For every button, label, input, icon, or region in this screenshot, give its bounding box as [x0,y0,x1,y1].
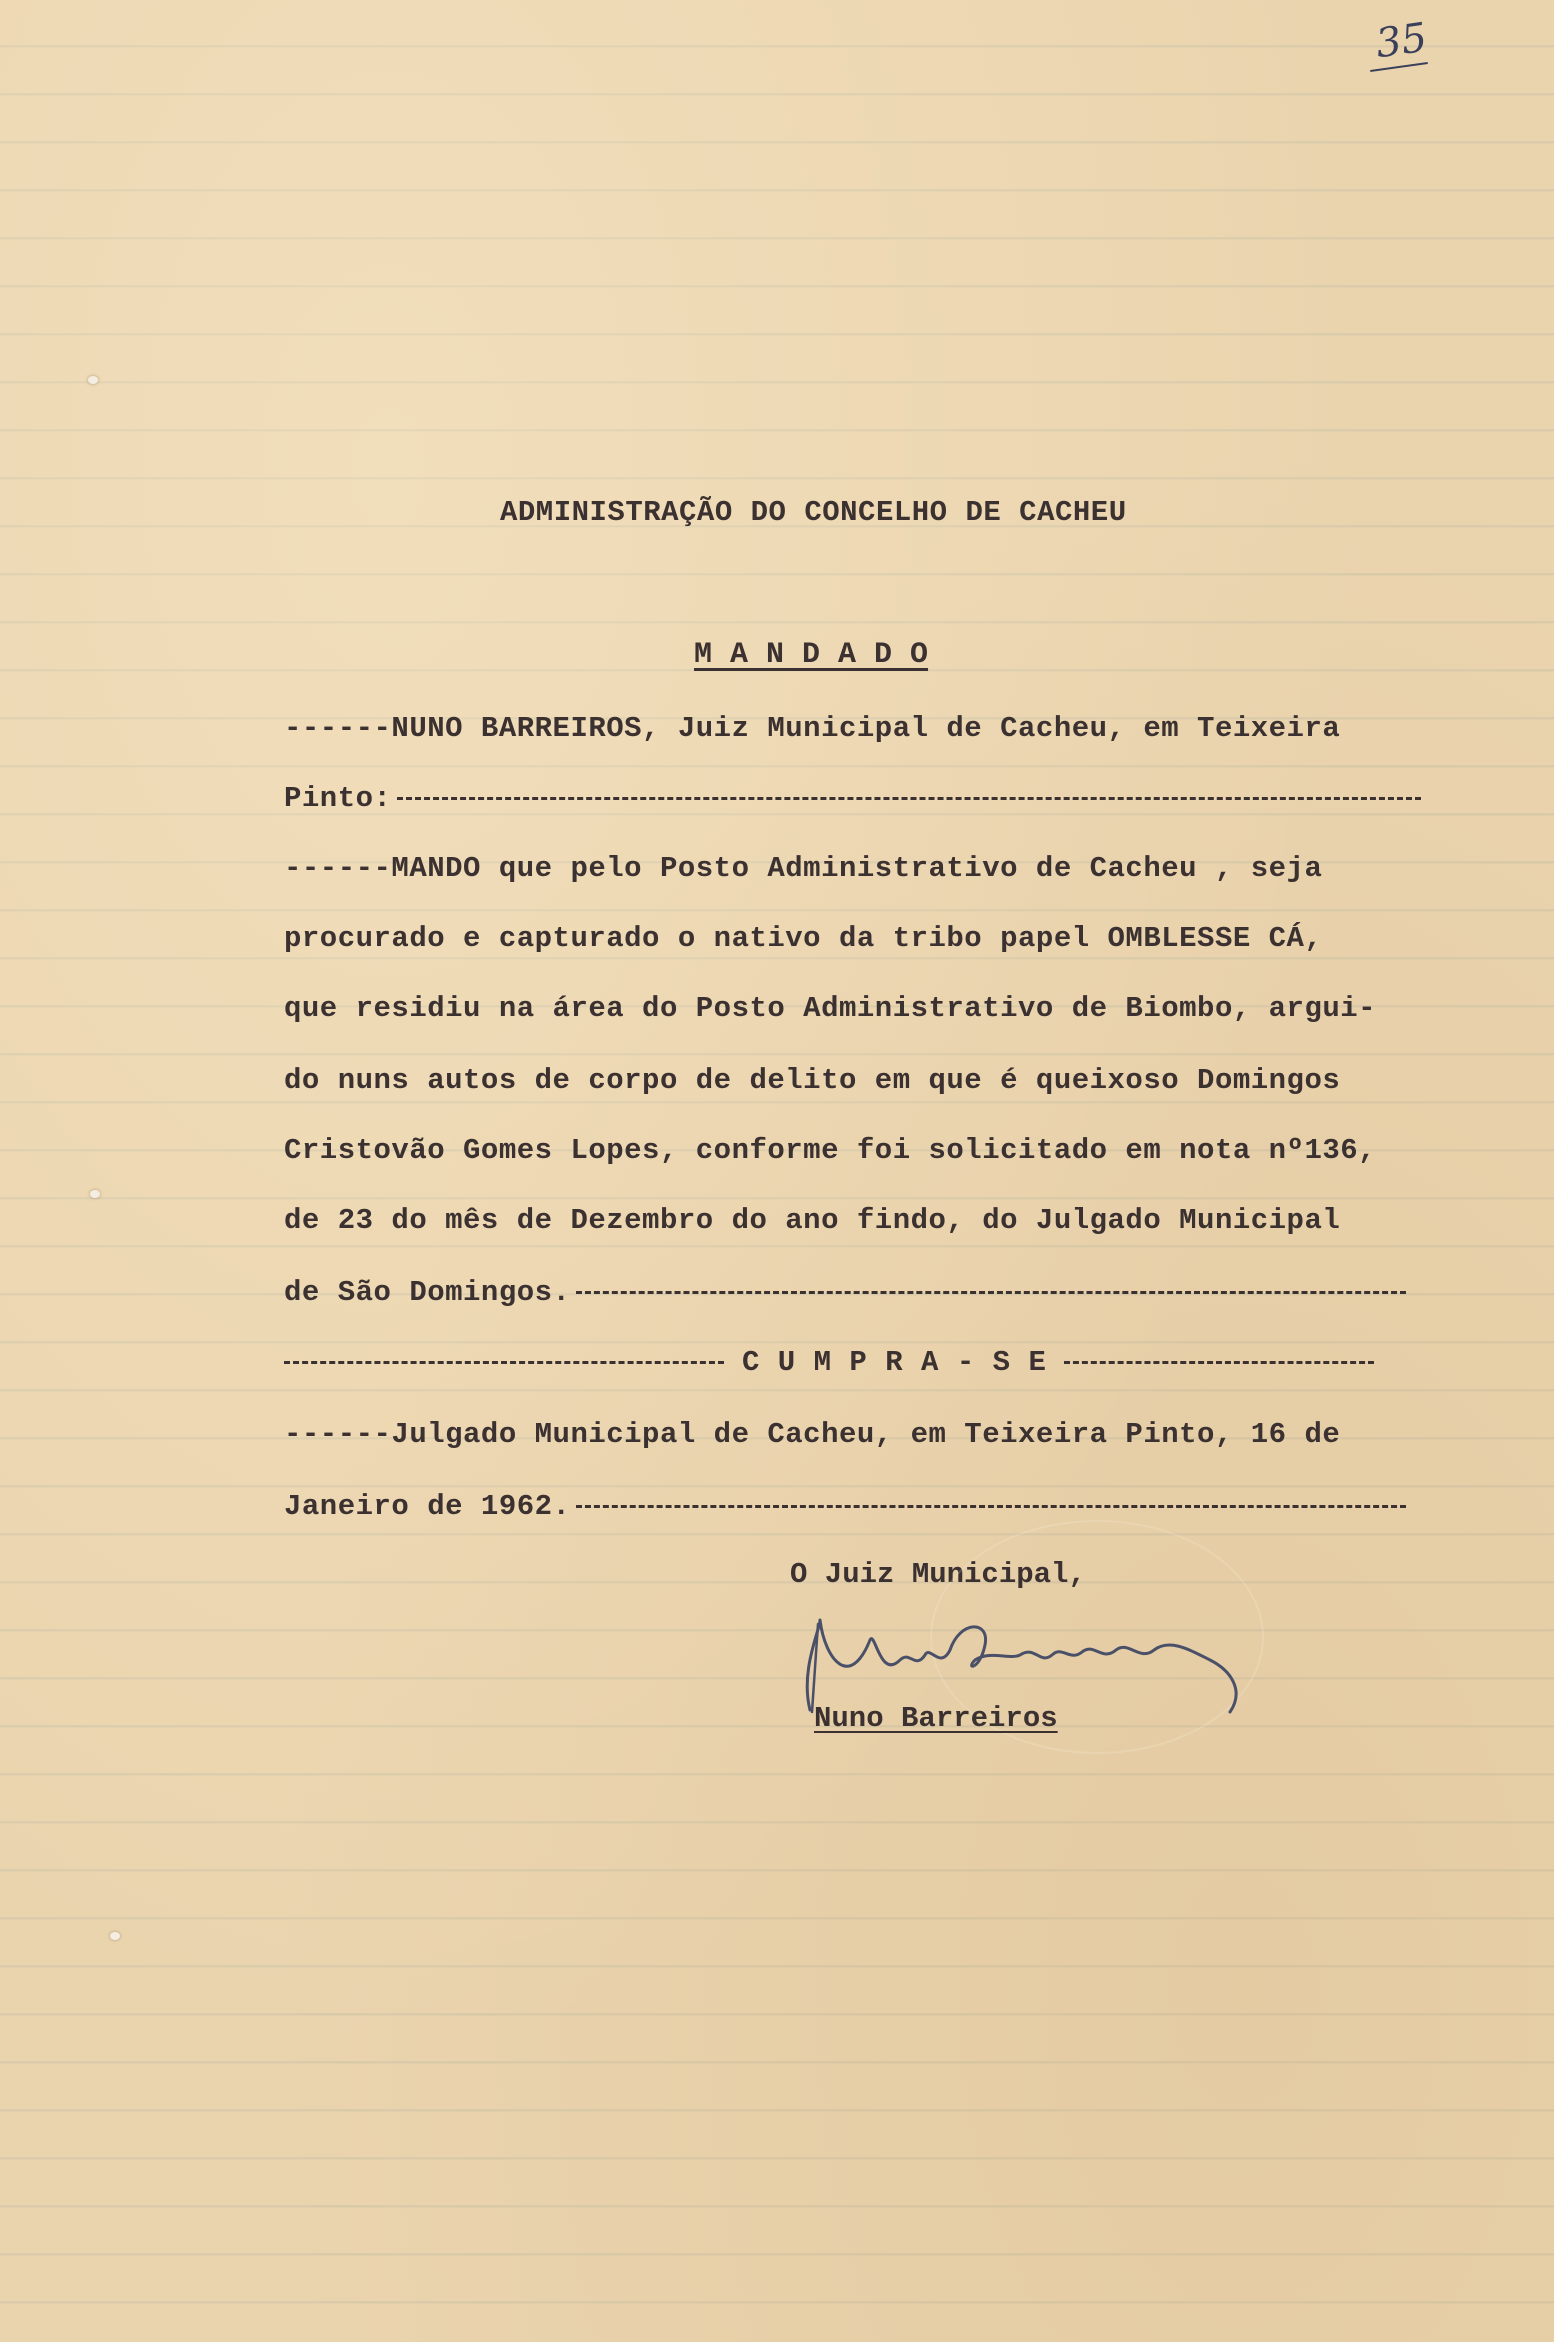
body-line-2: Pinto: [284,782,1444,816]
body-line-9: de São Domingos. [284,1276,1444,1310]
dash-leader [284,1361,724,1364]
dash-leader [576,1505,1406,1508]
document-heading: M A N D A D O [694,638,929,672]
punch-hole [90,1190,100,1198]
body-line-4: procurado e capturado o nativo da tribo papel OMBLESSE CÁ, [284,922,1323,955]
body-line-5: que residiu na área do Posto Administrativo de Biombo, argui- [284,992,1377,1025]
body-line-8: de 23 do mês de Dezembro do ano findo, do Julgado Municipal [284,1204,1341,1237]
page-number: 35 [1373,14,1430,68]
dash-leader [397,797,1421,800]
punch-hole [88,376,98,384]
closing-salutation: O Juiz Municipal, [790,1558,1086,1591]
body-line-7: Cristovão Gomes Lopes, conforme foi solicitado em nota nº136, [284,1134,1377,1167]
body-line-11: ------Julgado Municipal de Cacheu, em Teixeira Pinto, 16 de [284,1418,1341,1451]
body-line-1: ------NUNO BARREIROS, Juiz Municipal de Cacheu, em Teixeira [284,712,1341,745]
punch-hole [110,1932,120,1940]
dash-leader [576,1291,1406,1294]
dash-leader [1064,1361,1374,1364]
body-line-3: ------MANDO que pelo Posto Administrativo de Cacheu , seja [284,852,1323,885]
body-line-6: do nuns autos de corpo de delito em que é queixoso Domingos [284,1064,1341,1097]
signer-name: Nuno Barreiros [814,1702,1058,1735]
cumpra-se-line: C U M P R A - S E [284,1346,1444,1380]
administration-title: ADMINISTRAÇÃO DO CONCELHO DE CACHEU [500,496,1127,529]
body-line-12: Janeiro de 1962. [284,1490,1444,1524]
